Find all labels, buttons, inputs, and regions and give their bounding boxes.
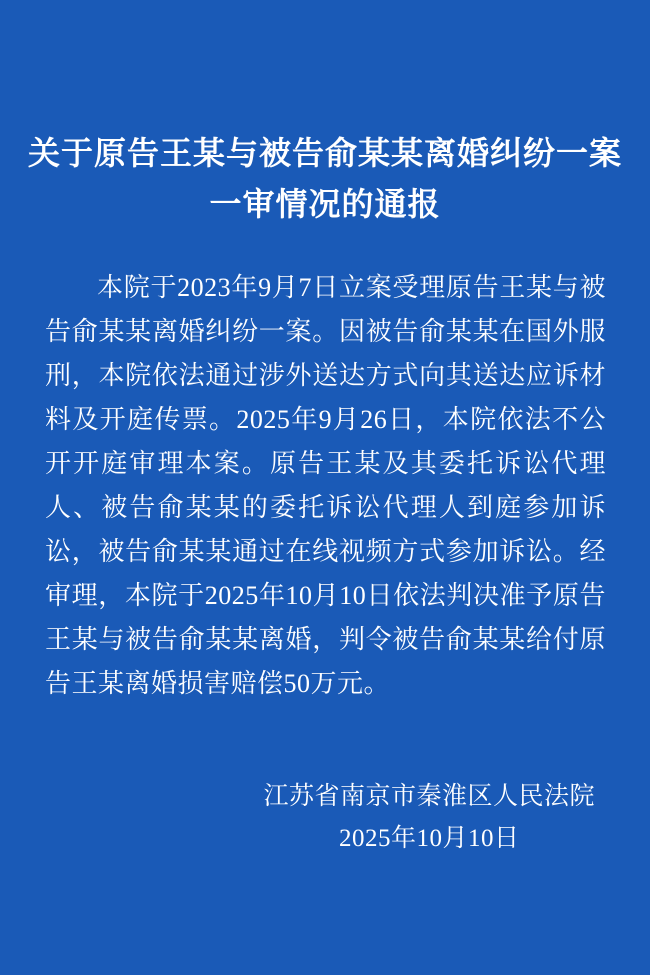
signature-block	[263, 776, 595, 860]
notice-title	[0, 0, 650, 230]
notice-title-line1: 关于原告王某与被告俞某某离婚纠纷一案	[27, 135, 622, 171]
notice-title-line2: 一审情况的通报	[209, 186, 441, 222]
notice-date: 2025年10月10日	[338, 825, 520, 852]
notice-body: 本院于2023年9月7日立案受理原告王某与被告俞某某离婚纠纷一案。因被告俞某某在国外服刑，本院依法通过涉外送达方式向其送达应诉材料及开庭传票。2025年9月26日，本院依法不公开开庭审理本案。原告王某及其委托诉讼代理人、被告俞某某的委托诉讼代理人到庭参加诉讼，被告俞某某通过在线视频方式参加诉讼。经审理，本院于2025年10月10日依法判决准予原告王某与被告俞某某离婚，判令被告俞某某给付原告王某离婚损害赔偿50万元。	[45, 273, 606, 698]
court-name: 江苏省南京市秦淮区人民法院	[263, 783, 595, 810]
